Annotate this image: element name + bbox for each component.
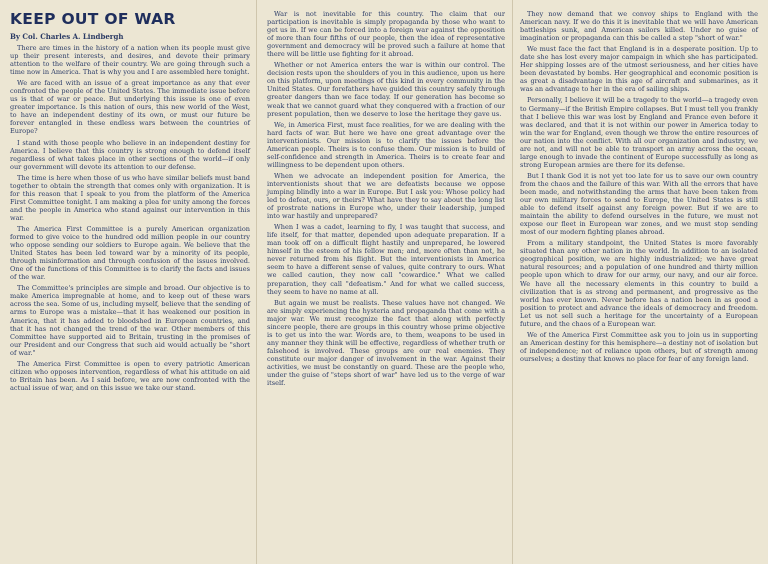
paragraph: Whether or not America enters the war is within our control. The decision rests upon the shoulders of you in this audience, upon us here on this platform, upon meetings of this kind in every community in the United States. Our forefathers have guided this country safely through greater dangers than we face today. If our generation has become so weak that we cannot guard what they conquered with a fraction of our present population, then we deserve to lose the heritage they gave us. (267, 61, 505, 118)
paragraph: I stand with those people who believe in an independent destiny for America. I believe that this country is strong enough to defend itself regardless of what takes place in other sections of the world—if only our government will devote its attention to our defense. (10, 138, 250, 171)
paragraph: When we advocate an independent position for America, the interventionists shout that we are defeatists because we oppose jumping blindly into a war in Europe. But I ask you: Whose policy had led to defeat, ours, or theirs? What have they to say about the long list of prostrate nations in Europe who, under their leadership, jumped into war hastily and unprepared? (267, 171, 505, 221)
paragraph: The Committee's principles are simple and broad. Our objective is to make America impregnable at home, and to keep out of these wars across the sea. Some of us, including myself, believe that the sending of arms to Europe was a mistake—that it has weakened our position in America, that it has added to bloodshed in European countries, and that it has not changed the trend of the war. Other members of this Committee have supported aid to Britain, trusting in the promises of our President and our Congress that such aid would actually be "short of war." (10, 284, 250, 357)
paragraph: We of the America First Committee ask you to join us in supporting an American destiny for this hemisphere—a destiny not of isolation but of independence; not of reliance upon others, but of strength among ourselves; a destiny that knows no place for fear of any foreign land. (520, 330, 758, 363)
paragraph: They now demand that we convoy ships to England with the American navy. If we do this it is inevitable that we will have American battleships sunk, and American sailors killed. Under no guise of imagination or propaganda can this be called a step "short of war." (520, 10, 758, 43)
paragraph: But I thank God it is not yet too late for us to save our own country from the chaos and the failure of this war. With all the errors that have been made, and notwithstanding the arms that have been taken from our own military forces to send to Europe, the United States is still able to defend itself against any foreign power. But if we are to maintain the ability to defend ourselves in the future, we must not expose our fleet in European war zones, and we must stop sending most of our modern fighting planes abroad. (520, 171, 758, 237)
fold-line (256, 0, 257, 564)
paragraph: But again we must be realists. These values have not changed. We are simply experiencing the hysteria and propaganda that come with a major war. We must recognize the fact that along with perfectly sincere people, there are groups in this country whose prime objective is to get us into the war. Words are, to them, weapons to be used in any manner they think will be effective, regardless of whether truth or falsehood is involved. These groups are our real enemies. They constitute our major danger of involvement in the war. Against their activities, we must be constantly on guard. These are the people who, under the guise of "steps short of war" have led us to the verge of war itself. (267, 298, 505, 388)
fold-line (512, 0, 513, 564)
column-2 (267, 10, 505, 390)
paragraph: The time is here when those of us who have similar beliefs must band together to obtain the strength that comes only with organization. It is for this reason that I speak to you from the platform of the America First Committee tonight. I am making a plea for unity among the forces and the people in America who stand against our intervention in this war. (10, 173, 250, 222)
paragraph: War is not inevitable for this country. The claim that our participation is inevitable is simply propaganda by those who want to get us in. If we can be forced into a foreign war against the opposition of more than four fifths of our people, then the idea of representative government and democracy will be proved such a failure at home that there will be little use fighting for it abroad. (267, 10, 505, 59)
column-3 (520, 10, 758, 366)
paragraph: There are times in the history of a nation when its people must give up their present interests, and desires, and devote their primary attention to the welfare of their country. We are going through such a time now in America. That is why you and I are assembled here tonight. (10, 44, 250, 77)
column-1 (10, 10, 250, 395)
paragraph: When I was a cadet, learning to fly, I was taught that success, and life itself, for that matter, depended upon adequate preparation. If a man took off on a difficult flight hastily and unprepared, he lowered himself in the esteem of his fellow men; and, more often than not, he never returned from his flight. But the interventionists in America seem to have a different sense of values, quite contrary to ours. What we called caution, they now call "cowardice." What we called preparation, they call "defeatism." And for what we called success, they seem to have no name at all. (267, 223, 505, 296)
paragraph: We are faced with an issue of a great importance as any that ever confronted the people of the United States. The immediate issue before us is that of war or peace. But underlying this issue is one of even greater importance. Is this nation of ours, this new world of the West, to have an independent destiny of its own, or must our future be forever entangled in these endless wars between the countries of Europe? (10, 79, 250, 136)
paragraph: We, in America First, must face realities, for we are dealing with the hard facts of war. But here we have one great advantage over the interventionists. Our mission is to clarify the issues before the American people. Theirs is to confuse them. Our mission is to build of self-confidence and strength in America. Theirs is to create fear and willingness to be dependent upon others. (267, 120, 505, 169)
byline: By Col. Charles A. Lindbergh (10, 32, 124, 41)
paragraph: Personally, I believe it will be a tragedy to the world—a tragedy even to Germany—if the British Empire collapses. But I must tell you frankly that I believe this war was lost by England and France even before it was declared, and that it is not within our power in America today to win the war for England, even though we throw the entire resources of our nation into the conflict. With all our organization and industry, we are not, and will not be able to transport an army across the ocean, large enough to invade the continent of Europe successfully as long as strong European armies are there for its defense. (520, 96, 758, 169)
paragraph: The America First Committee is open to every patriotic American citizen who opposes intervention, regardless of what his attitude on aid to Britain has been. As I said before, we are now confronted with the actual issue of war, and on this issue we take our stand. (10, 359, 250, 392)
paragraph: We must face the fact that England is in a desperate position. Up to date she has lost every major campaign in which she has participated. Her shipping losses are of the utmost seriousness, and her cities have been devastated by bombs. Her geographical and economic position is as great a disadvantage in this age of aircraft and submarines, as it was an advantage to her in the era of sailing ships. (520, 45, 758, 94)
document-title: KEEP OUT OF WAR (10, 10, 176, 28)
paragraph: The America First Committee is a purely American organization formed to give voice to the hundred odd million people in our country who oppose sending our soldiers to Europe again. We believe that the United States has been led toward war by a minority of its people, through misinformation and through confusion of the issues involved. One of the functions of this Committee is to clarify the facts and issues of the war. (10, 224, 250, 282)
paragraph: From a military standpoint, the United States is more favorably situated than any other nation in the world. In addition to an isolated geographical position, we are highly industrialized; we have great natural resources; and a population of one hundred and thirty million people upon which to draw for our army, our navy, and our air force. We have all the necessary elements in this country to build a civilization that is as strong and permanent, and progressive as the world has ever known. Never before has a nation been in as good a position to protect and advance the ideals of democracy and freedom. Let us not sell such a heritage for the uncertainty of a European future, and the chaos of a European war. (520, 239, 758, 328)
